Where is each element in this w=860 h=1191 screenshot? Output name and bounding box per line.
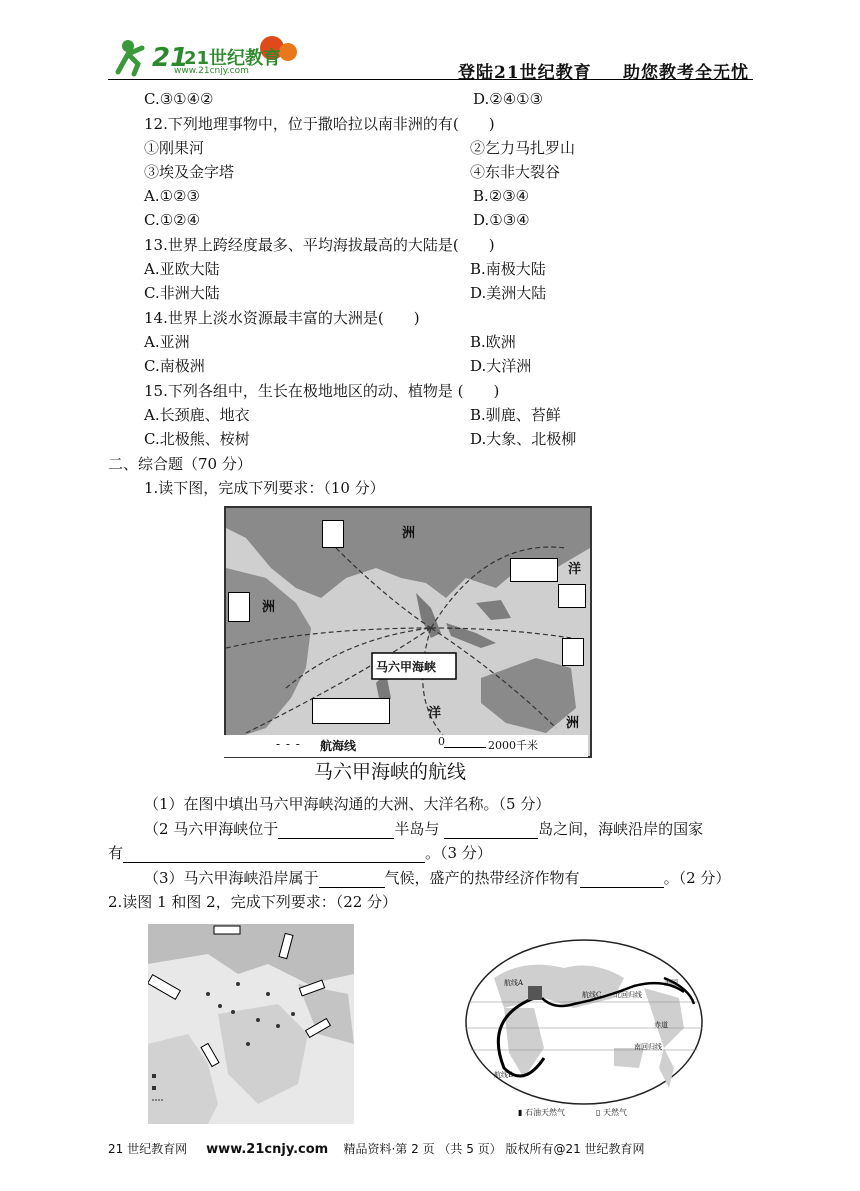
q14-option-c: C.南极洲 — [144, 357, 205, 375]
q12-option-c: C.①②④ — [144, 211, 201, 229]
q12-stem: 12.下列地理事物中，位于撒哈拉以南非洲的有( ) — [144, 115, 495, 133]
malacca-map-graphic — [226, 508, 590, 756]
q14-option-b: B.欧洲 — [470, 333, 516, 351]
legend-scale-bar — [444, 747, 486, 748]
blank-peninsula[interactable] — [278, 822, 394, 839]
legend-scale-label: 2000千米 — [488, 739, 538, 752]
q13-option-a: A.亚欧大陆 — [144, 260, 220, 278]
footer-site[interactable]: 21 世纪教育网 — [108, 1142, 188, 1156]
map-label-yang-right: 洋 — [568, 562, 582, 577]
blank-island[interactable] — [444, 822, 538, 839]
q11-option-d: D.②④①③ — [473, 90, 544, 108]
header-login-text[interactable]: 登陆21世纪教育 — [458, 63, 592, 83]
q15-stem: 15.下列各组中，生长在极地地区的动、植物是 ( ) — [144, 382, 500, 400]
q15-option-c: C.北极熊、桉树 — [144, 430, 250, 448]
q11-option-c: C.③①④② — [144, 90, 214, 108]
header-slogan: 助您教考全无忧 — [623, 63, 749, 83]
answer-box-right-top[interactable] — [510, 558, 558, 582]
map-label-zhou-bottom-right: 洲 — [566, 716, 580, 731]
fig2-route-c: 航线C — [582, 991, 602, 999]
footer-url[interactable]: www.21cnjy.com — [206, 1142, 329, 1157]
fig2-chidao: 赤道 — [654, 1021, 668, 1029]
middle-east-map — [148, 924, 354, 1124]
q12-item-4: ④东非大裂谷 — [470, 163, 561, 181]
map-legend — [224, 735, 588, 757]
q14-stem: 14.世界上淡水资源最丰富的大洲是( ) — [144, 309, 420, 327]
q1-part3-text-a: （3）马六甲海峡沿岸属于 — [144, 869, 319, 887]
world-shipping-map-graphic — [464, 938, 704, 1106]
q12-item-3: ③埃及金字塔 — [144, 163, 235, 181]
fig2-nanhuigui: 南回归线 — [634, 1043, 662, 1051]
middle-east-map-graphic — [148, 924, 354, 1124]
fig2-legend-oil: ▮ 石油天然气 — [518, 1108, 565, 1117]
q12-option-a: A.①②③ — [144, 187, 200, 205]
q15-option-a: A.长颈鹿、地衣 — [144, 406, 250, 424]
world-shipping-map — [464, 938, 704, 1106]
q13-option-c: C.非洲大陆 — [144, 284, 220, 302]
q1-part3-text-c: 。（2 分） — [663, 869, 731, 887]
section2-q2-stem: 2.读图 1 和图 2，完成下列要求：（22 分） — [108, 893, 398, 911]
q15-option-d: D.大象、北极柳 — [470, 430, 577, 448]
fig2-legend-oil-label: 石油天然气 — [524, 1108, 565, 1117]
answer-box-right-lower[interactable] — [562, 638, 584, 666]
fig2-route-b: 航线B — [494, 1071, 514, 1079]
q1-part2-line1 — [144, 819, 703, 839]
fig2-beihuigui: 北回归线 — [614, 991, 642, 999]
answer-box-left[interactable] — [228, 592, 250, 622]
q1-part1: （1）在图中填出马六甲海峡沟通的大洲、大洋名称。（5 分） — [144, 795, 551, 813]
q15-option-b: B.驯鹿、苔鲜 — [470, 406, 561, 424]
fig2-legend-gas-label: 天然气 — [602, 1108, 627, 1117]
answer-box-top[interactable] — [322, 520, 344, 548]
blank-countries[interactable] — [123, 846, 425, 863]
fig2-usa: 美国 — [664, 979, 678, 987]
map-label-zhou-left: 洲 — [262, 600, 276, 615]
legend-route-label: 航海线 — [320, 739, 357, 753]
legend-scale-zero: 0 — [438, 735, 445, 748]
q14-option-d: D.大洋洲 — [470, 357, 532, 375]
section2-q1-stem: 1.读下图，完成下列要求：（10 分） — [144, 479, 385, 497]
logo-url: www.21cnjy.com — [174, 66, 249, 76]
q12-item-2: ②乞力马扎罗山 — [470, 139, 576, 157]
map1-caption: 马六甲海峡的航线 — [314, 761, 467, 783]
page-footer — [108, 1140, 645, 1157]
footer-page-info: 精品资料·第 2 页 （共 5 页） 版权所有@21 世纪教育网 — [343, 1142, 645, 1156]
fig2-route-a: 航线A — [504, 979, 524, 987]
malacca-strait-map — [224, 506, 592, 758]
q12-option-d: D.①③④ — [473, 211, 530, 229]
q1-part2-text-e: 。（3 分） — [425, 844, 492, 862]
q1-part3-text-b: 气候，盛产的热带经济作物有 — [384, 869, 580, 887]
fig2-legend-gas: ▯ 天然气 — [596, 1108, 627, 1117]
q12-item-1: ①刚果河 — [144, 139, 205, 157]
section2-title: 二、综合题（70 分） — [108, 455, 252, 473]
q13-stem: 13.世界上跨经度最多、平均海拔最高的大陆是( ) — [144, 236, 495, 254]
q12-option-b: B.②③④ — [473, 187, 530, 205]
q13-option-b: B.南极大陆 — [470, 260, 546, 278]
blank-crops[interactable] — [580, 871, 664, 888]
site-logo[interactable] — [112, 34, 312, 78]
map-label-yang-bottom: 洋 — [428, 706, 442, 721]
q1-part2-text-c: 岛之间，海峡沿岸的国家 — [538, 820, 704, 838]
q1-part2-text-b: 半岛与 — [394, 820, 440, 838]
legend-dash-icon: - - - — [276, 737, 301, 751]
map-label-zhou-top: 洲 — [402, 526, 416, 541]
q13-option-d: D.美洲大陆 — [470, 284, 547, 302]
svg-text:21: 21 — [152, 43, 189, 73]
q14-option-a: A.亚洲 — [144, 333, 190, 351]
logo-text: 21世纪教育 — [184, 48, 282, 69]
q1-part2-text-d: 有 — [108, 844, 124, 862]
q1-part3 — [144, 868, 730, 888]
q1-part2-line2 — [108, 843, 492, 863]
answer-box-bottom[interactable] — [312, 698, 390, 724]
q1-part2-text-a: （2 马六甲海峡位于 — [144, 820, 279, 838]
answer-box-right[interactable] — [558, 584, 586, 608]
header-divider — [108, 79, 753, 80]
blank-climate[interactable] — [319, 871, 385, 888]
map-label-strait: 马六甲海峡 — [376, 660, 437, 674]
